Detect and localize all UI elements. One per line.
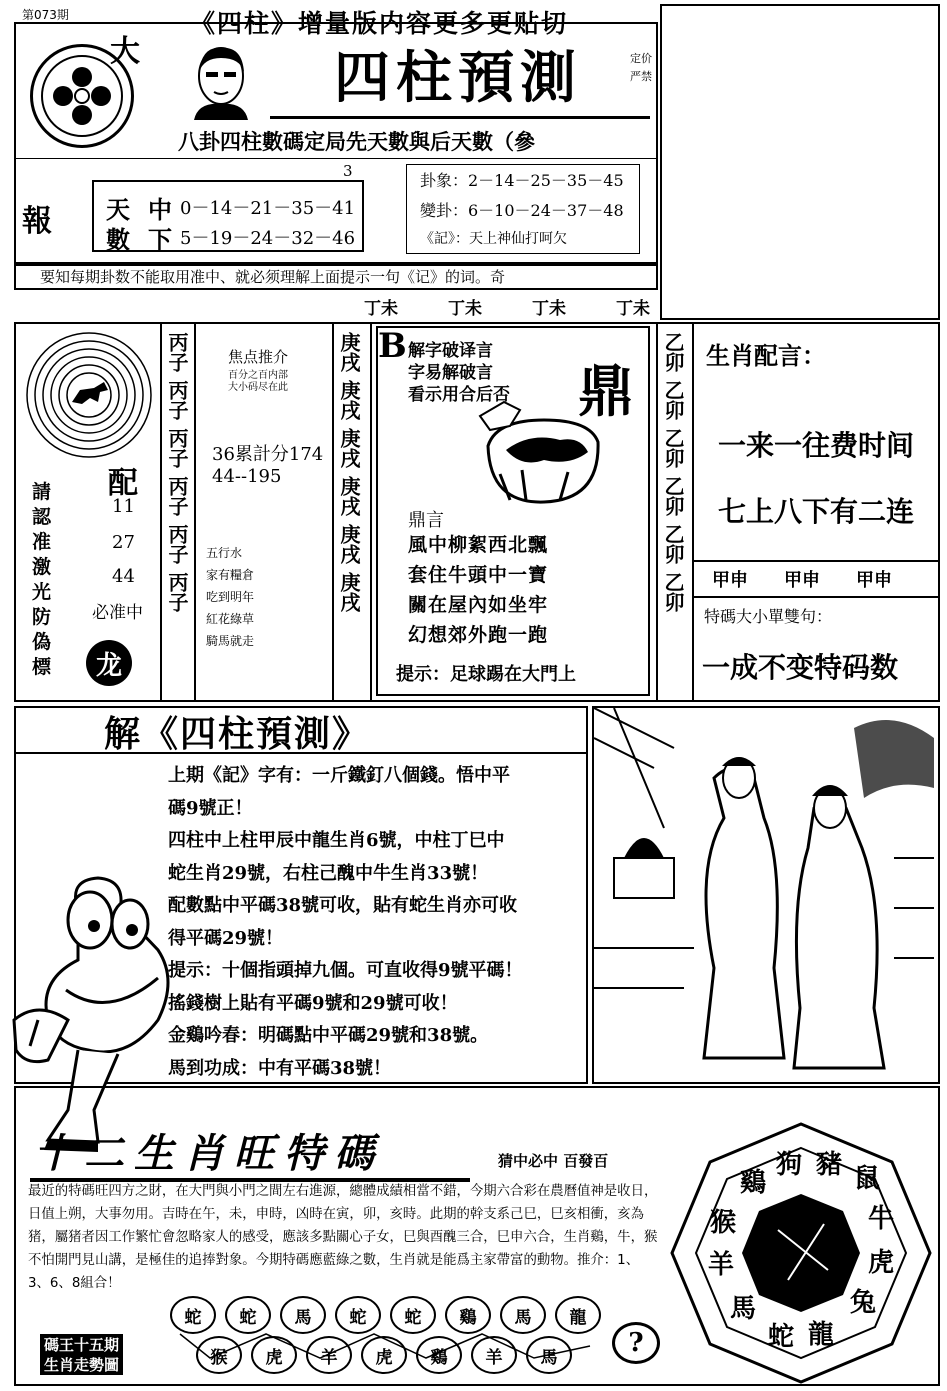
- zodiac-badge-2: 生肖走勢圖: [40, 1354, 123, 1375]
- bingzi-5: 丙子: [165, 524, 189, 564]
- gengxu-5: 庚戌: [337, 524, 361, 564]
- jiashen-rule: [692, 596, 940, 598]
- jie-line-4: 蛇生肖29號，右柱己醜中牛生肖33號！: [168, 862, 489, 884]
- anti-fake-vertical: 請 認 准 激 光 防 偽 標: [32, 481, 52, 678]
- col-divider-6: [692, 322, 694, 702]
- dingwei-3: 丁未: [532, 299, 566, 319]
- zodiac-row2-5: 鷄: [416, 1336, 462, 1374]
- tianshu-key-1: 中: [148, 195, 172, 224]
- bagua-animal-6: 蛇: [768, 1322, 795, 1352]
- bingzi-2: 丙子: [165, 380, 189, 420]
- zodiac-row2-4: 虎: [361, 1336, 407, 1374]
- ding-line-1: 解字破译言: [408, 341, 493, 361]
- col-divider-4: [370, 322, 372, 702]
- yimao-5: 乙卯: [661, 524, 685, 564]
- focus-list-3: 吃到明年: [206, 590, 255, 604]
- zodiac-tag: 猜中必中 百發百: [498, 1152, 609, 1170]
- shengxiao-title: 生肖配言：: [706, 341, 826, 370]
- tianshu-value-2: 5－19－24－32－46: [180, 228, 356, 249]
- col-divider-3: [332, 322, 334, 702]
- gengxu-2: 庚戌: [337, 380, 361, 420]
- focus-list-2: 家有糧倉: [206, 568, 255, 582]
- bagua-animal-11: 狗: [776, 1150, 803, 1180]
- jiashen-2: 甲申: [784, 570, 820, 591]
- gengxu-4: 庚戌: [337, 476, 361, 516]
- header-char-big: 大: [110, 34, 140, 69]
- bagua-animal-7: 馬: [730, 1294, 757, 1324]
- col-divider-5: [656, 322, 658, 702]
- top-banner: 《四柱》增量版内容更多更贴切: [190, 9, 569, 38]
- ding-big-char: 鼎: [578, 359, 634, 425]
- ding-poem-line-2: 套住牛頭中一寶: [408, 564, 549, 586]
- bagua-wheel: [668, 1120, 934, 1386]
- focus-title: 焦点推介: [228, 348, 289, 366]
- bagua-animal-12: 豬: [816, 1150, 843, 1180]
- shengxiao-rule: [692, 560, 940, 562]
- focus-score-1: 36累計分174: [212, 444, 324, 465]
- dragon-badge: 龙: [86, 640, 132, 686]
- focus-sub-2: 大小码尽在此: [228, 382, 288, 393]
- tianshu-value-1: 0－14－21－35－41: [180, 198, 356, 219]
- zodiac-row2-2: 虎: [251, 1336, 297, 1374]
- zodiac-badge-1: 碼王十五期: [40, 1334, 123, 1355]
- yimao-1: 乙卯: [661, 332, 685, 372]
- bingzi-column: [166, 332, 188, 612]
- jie-title: 解《四柱預測》: [104, 713, 371, 755]
- jie-line-7: 提示：十個指頭掉九個。可直收得9號平碼！: [168, 960, 523, 981]
- dingwei-1: 丁未: [364, 299, 398, 319]
- jie-body: [168, 760, 523, 1085]
- top-small-number: 3: [343, 162, 353, 180]
- dingwei-2: 丁未: [448, 299, 482, 319]
- yimao-4: 乙卯: [661, 476, 685, 516]
- bagua-animal-4: 兔: [850, 1288, 877, 1318]
- ding-poem-line-3: 關在屋內如坐牢: [408, 594, 549, 616]
- bingzi-1: 丙子: [165, 332, 189, 372]
- zodiac-row2-6: 羊: [471, 1336, 517, 1374]
- focus-list-1: 五行水: [206, 546, 243, 560]
- bingzi-3: 丙子: [165, 428, 189, 468]
- zodiac-title: 十二生肖旺特碼: [34, 1130, 384, 1177]
- bagua-animal-5: 龍: [808, 1320, 835, 1350]
- bagua-animal-2: 牛: [868, 1204, 895, 1234]
- gengxu-1: 庚戌: [337, 332, 361, 372]
- zodiac-row2-1: 猴: [196, 1336, 242, 1374]
- col-divider-2: [194, 322, 196, 702]
- bagua-animal-9: 猴: [710, 1208, 737, 1238]
- jie-line-9: 金鷄吟春：明碼點中平碼29號和38號。: [168, 1025, 489, 1046]
- zodiac-paragraph: 最近的特碼旺四方之財，在大門與小門之間左右進源，總體成績相當不錯，今期六合彩在農曆值神是收日，日值上朔，大事勿用。吉時在午，未，申時，凶時在寅，卯，亥時。此期的幹支系己巳，巳亥相衝，亥為猪，屬猪者因工作繁忙會忽略家人的感受，應該多點關心子女，巳與酉醜三合，巳申六合，生肖鷄，牛，猴不怕開門見山講，是極佳的追捧對象。今期特碼應藍綠之數，生肖就是能爲主家帶富的動物。推介：1、3、6、8組合！: [28, 1184, 658, 1291]
- ding-poem-line-4: 幻想郊外跑一跑: [408, 624, 549, 646]
- bagua-animal-8: 羊: [708, 1250, 735, 1280]
- zodiac-row2-3: 羊: [306, 1336, 352, 1374]
- gua-line-2: 變卦：6－10－24－37－48: [420, 201, 624, 220]
- ding-poem: [408, 530, 548, 650]
- ding-tip: 提示：足球踢在大門上: [396, 664, 576, 685]
- gengxu-column: [338, 332, 360, 612]
- header-char-bao: 報: [22, 204, 52, 239]
- bingzi-4: 丙子: [165, 476, 189, 516]
- ding-line-2: 字易解破言: [408, 363, 493, 383]
- gua-line-3: 《記》：天上神仙打呵欠: [420, 231, 567, 247]
- bagua-animal-3: 虎: [868, 1248, 895, 1278]
- jie-title-rule: [14, 752, 588, 754]
- jie-line-3: 四柱中上柱甲辰中龍生肖6號，中柱丁巳中: [168, 830, 505, 851]
- jie-line-5: 配數點中平碼38號可收，貼有蛇生肖亦可收: [168, 895, 518, 916]
- focus-sub-1: 百分之百内部: [228, 370, 288, 381]
- tianshu-label-1: 天: [106, 195, 130, 224]
- spiral-horse-logo: [24, 330, 154, 460]
- tema-text: 一成不变特码数: [702, 651, 899, 684]
- jie-line-10: 馬到功成：中有平碼38號！: [168, 1057, 392, 1079]
- issue-number: 第073期: [22, 8, 69, 22]
- jiashen-1: 甲申: [712, 570, 748, 591]
- pei-number-2: 27: [112, 532, 135, 553]
- gengxu-3: 庚戌: [337, 428, 361, 468]
- pei-label: 配: [108, 466, 138, 501]
- dingwei-4: 丁未: [616, 299, 650, 319]
- zodiac-row1-3: 馬: [280, 1296, 326, 1334]
- jiashen-3: 甲申: [856, 570, 892, 591]
- zodiac-row1-4: 蛇: [335, 1296, 381, 1334]
- tianshu-label-2: 數: [106, 225, 130, 254]
- focus-score-2: 44--195: [212, 466, 282, 487]
- title-underline: [270, 116, 650, 119]
- bingzi-6: 丙子: [165, 572, 189, 612]
- yimao-2: 乙卯: [661, 380, 685, 420]
- jie-line-6: 得平碼29號！: [168, 927, 284, 949]
- gua-line-1: 卦象：2－14－25－35－45: [420, 171, 624, 190]
- subtitle-rule: [14, 158, 658, 159]
- zodiac-row-1: [170, 1296, 601, 1334]
- zodiac-row1-1: 蛇: [170, 1296, 216, 1334]
- yimao-column: [662, 332, 684, 612]
- gengxu-6: 庚戌: [337, 572, 361, 612]
- notice-text: 要知每期卦数不能取用准中、就必须理解上面提示一句《记》的词。奇: [40, 268, 506, 286]
- ding-poem-title: 鼎言: [408, 510, 444, 531]
- page-title: 四柱預測: [334, 45, 582, 111]
- zodiac-row1-8: 龍: [555, 1296, 601, 1334]
- focus-list-4: 紅花綠草: [206, 612, 255, 626]
- tema-title: 特碼大小單雙句：: [704, 607, 833, 626]
- scholars-illustration: [594, 708, 938, 1082]
- zodiac-row2-7: 馬: [526, 1336, 572, 1374]
- ding-badge: B: [378, 326, 407, 366]
- ding-poem-line-1: 風中柳絮西北飄: [408, 534, 549, 556]
- col-divider-1: [160, 322, 162, 702]
- yimao-3: 乙卯: [661, 428, 685, 468]
- tianshu-key-2: 下: [148, 225, 172, 254]
- zodiac-trend-line: [170, 1332, 610, 1362]
- ding-vase-illustration: [470, 396, 610, 506]
- zodiac-row1-7: 馬: [500, 1296, 546, 1334]
- side-note-2: 严禁: [630, 70, 652, 83]
- shengxiao-line-2: 七上八下有二连: [718, 495, 915, 528]
- bagua-animal-1: 鼠: [854, 1164, 881, 1194]
- jie-line-1: 上期《記》字有：一斤鐵釘八個錢。悟中平: [168, 765, 510, 786]
- zodiac-row1-5: 蛇: [390, 1296, 436, 1334]
- shengxiao-line-1: 一来一往费时间: [718, 429, 915, 462]
- bagua-animal-10: 鷄: [740, 1168, 767, 1198]
- ding-line-3: 看示用合后否: [408, 385, 510, 405]
- zodiac-row1-6: 鷄: [445, 1296, 491, 1334]
- pei-number-3: 44: [112, 566, 135, 587]
- subtitle: 八卦四柱數碼定局先天數與后天數（參: [178, 129, 535, 154]
- focus-list-5: 騎馬就走: [206, 634, 255, 648]
- yimao-6: 乙卯: [661, 572, 685, 612]
- zodiac-row1-2: 蛇: [225, 1296, 271, 1334]
- side-note-1: 定价: [630, 52, 652, 65]
- bizhun-label: 必准中: [92, 603, 143, 623]
- zodiac-question-badge: ?: [612, 1322, 660, 1364]
- portrait-avatar: [188, 42, 254, 120]
- jie-line-2: 碼9號正！: [168, 797, 253, 819]
- blank-box: [660, 4, 940, 320]
- jie-line-8: 搖錢樹上貼有平碼9號和29號可收！: [168, 992, 458, 1014]
- pei-number-1: 11: [112, 496, 135, 517]
